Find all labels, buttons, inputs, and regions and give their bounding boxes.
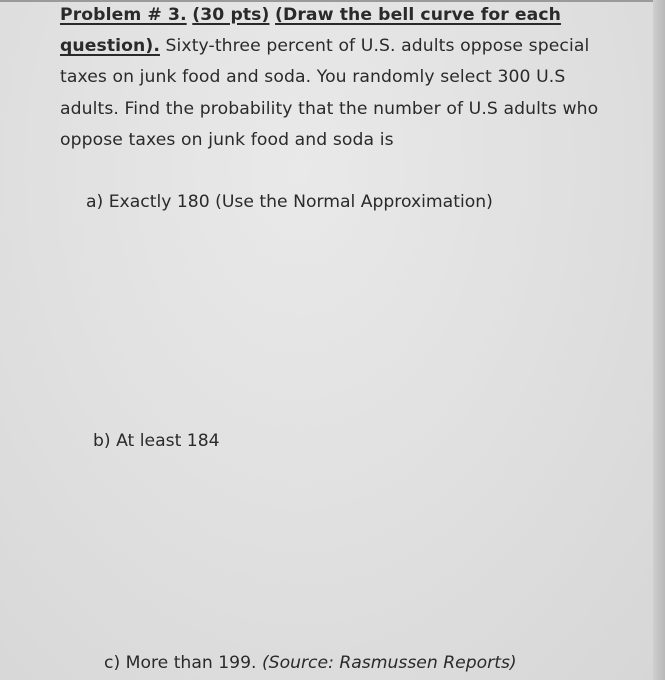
question-b: b) At least 184 [93, 431, 220, 451]
problem-points: (30 pts) [192, 5, 270, 25]
question-c-source: (Source: Rasmussen Reports) [261, 653, 517, 673]
problem-text-line-2: taxes on junk food and soda. You randomly select 300 U.S [60, 67, 566, 88]
problem-instruction-part-1: (Draw the bell curve for each [275, 5, 561, 25]
problem-text-line-3: adults. Find the probability that the number of U.S adults who [60, 98, 599, 119]
problem-line-1 [60, 0, 620, 31]
problem-instruction-part-2: question). [60, 36, 160, 57]
problem-line-2 [60, 31, 620, 62]
problem-number: Problem # 3. [60, 5, 187, 25]
right-edge-shadow [653, 0, 665, 680]
question-c [104, 653, 517, 673]
problem-text-line-4: oppose taxes on junk food and soda is [60, 129, 394, 150]
problem-text-line-1: Sixty-three percent of U.S. adults oppose special [165, 36, 590, 57]
question-a: a) Exactly 180 (Use the Normal Approximation) [86, 192, 493, 212]
problem-statement [60, 0, 620, 156]
question-c-text: c) More than 199. [104, 653, 262, 673]
